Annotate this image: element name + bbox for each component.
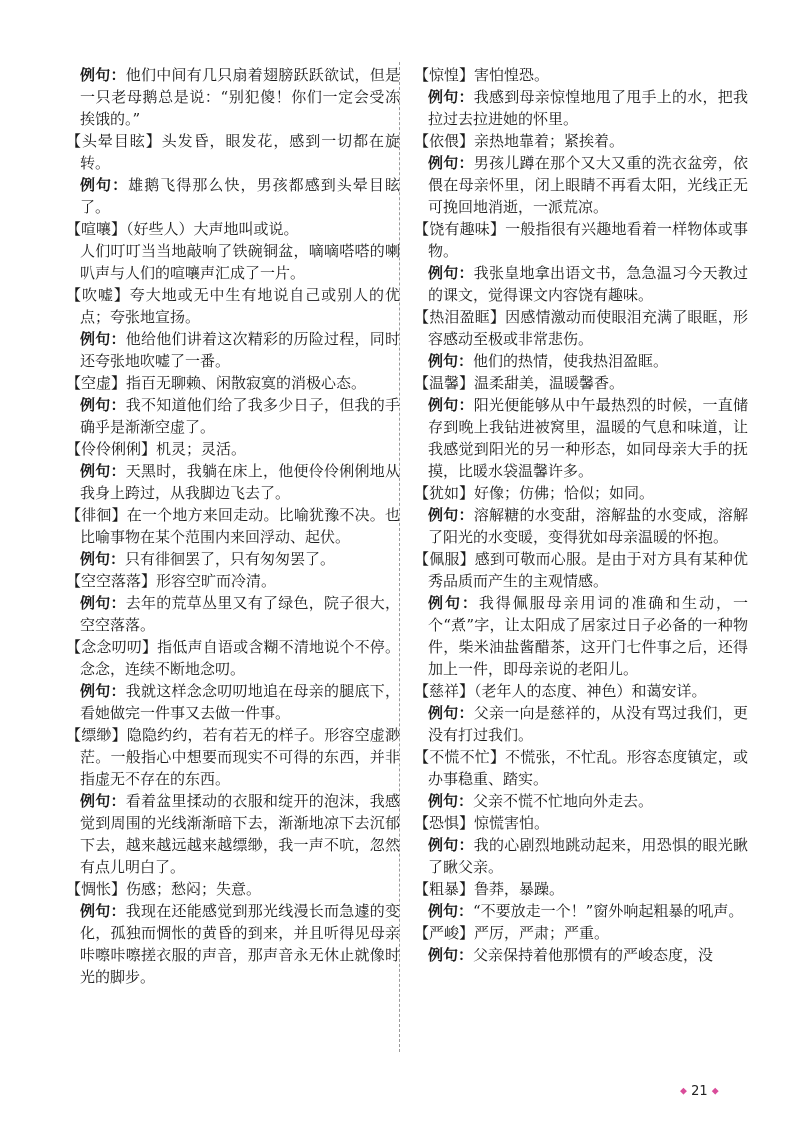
vocab-entry xyxy=(414,482,748,548)
example-label: 例句： xyxy=(428,946,474,964)
vocab-term: 【饶有趣味】 xyxy=(414,220,506,238)
example-label: 例句： xyxy=(428,352,474,370)
vocab-term: 【空空落落】 xyxy=(66,572,157,590)
definition-text: 因感情激动而使眼泪充满了眼眶，形容感动至极或非常悲伤。 xyxy=(428,308,748,348)
example-label: 例句： xyxy=(428,396,474,414)
vocab-definition xyxy=(414,878,748,900)
continued-example xyxy=(66,64,400,130)
page-number: 21 xyxy=(691,1084,708,1099)
vocab-definition xyxy=(414,482,748,504)
example-label: 例句： xyxy=(428,154,474,172)
vocab-entry xyxy=(414,746,748,812)
vocab-entry xyxy=(414,680,748,746)
example-text: 他们的热情，使我热泪盈眶。 xyxy=(473,352,669,370)
vocab-entry xyxy=(66,284,400,372)
example-label: 例句： xyxy=(80,594,126,612)
example-sentence xyxy=(66,592,400,636)
left-column xyxy=(66,64,400,988)
vocab-definition xyxy=(414,746,748,790)
vocab-entry xyxy=(414,64,748,130)
definition-text: 指百无聊赖、闲散寂寞的消极心态。 xyxy=(126,374,367,392)
vocab-definition xyxy=(66,636,400,680)
vocab-entry xyxy=(66,878,400,988)
definition-text: 鲁莽，暴躁。 xyxy=(474,880,565,898)
vocab-definition xyxy=(66,218,400,240)
vocab-entry xyxy=(66,504,400,570)
example-label: 例句： xyxy=(80,66,126,84)
example-sentence xyxy=(414,790,748,812)
vocab-entry xyxy=(66,636,400,724)
vocab-definition xyxy=(414,922,748,944)
example-label: 例句： xyxy=(428,704,474,722)
example-label: 例句： xyxy=(428,792,474,810)
vocab-entry xyxy=(66,438,400,504)
definition-text: 隐隐约约，若有若无的样子。形容空虚渺茫。一般指心中想要而现实不可得的东西，并非指虚无不存在的东西。 xyxy=(80,726,400,788)
example-sentence xyxy=(66,240,400,284)
definition-text: 夸大地或无中生有地说自己或别人的优点；夸张地宣扬。 xyxy=(80,286,400,326)
vocab-term: 【头晕目眩】 xyxy=(66,132,162,150)
definition-text: 温柔甜美，温暖馨香。 xyxy=(474,374,625,392)
example-sentence xyxy=(414,86,748,130)
definition-text: 伤感；愁闷；失意。 xyxy=(126,880,262,898)
vocab-definition xyxy=(414,812,748,834)
example-sentence xyxy=(414,592,748,680)
diamond-icon: ◆ xyxy=(711,1086,719,1097)
vocab-term: 【温馨】 xyxy=(414,374,475,392)
vocab-term: 【缥缈】 xyxy=(66,726,127,744)
example-sentence xyxy=(66,460,400,504)
example-sentence xyxy=(414,834,748,878)
vocab-definition xyxy=(66,130,400,174)
vocab-term: 【慈祥】 xyxy=(414,682,475,700)
vocab-term: 【吹嘘】 xyxy=(66,286,130,304)
vocab-term: 【热泪盈眶】 xyxy=(414,308,506,326)
vocab-entry xyxy=(66,130,400,218)
vocab-entry xyxy=(414,218,748,306)
vocab-entry xyxy=(414,922,748,966)
vocab-term: 【粗暴】 xyxy=(414,880,475,898)
vocab-term: 【徘徊】 xyxy=(66,506,127,524)
left-entries xyxy=(66,130,400,988)
vocab-term: 【依偎】 xyxy=(414,132,475,150)
example-text: 父亲一向是慈祥的，从没有骂过我们，更没有打过我们。 xyxy=(428,704,748,744)
example-text: 溶解糖的水变甜，溶解盐的水变咸，溶解了阳光的水变暖，变得犹如母亲温暖的怀抱。 xyxy=(428,506,748,546)
example-label: 例句： xyxy=(80,396,126,414)
example-sentence xyxy=(414,702,748,746)
definition-text: 头发昏，眼发花，感到一切都在旋转。 xyxy=(80,132,400,172)
example-sentence xyxy=(66,790,400,878)
example-text: 我感到母亲惊惶地甩了甩手上的水，把我拉过去拉进她的怀里。 xyxy=(428,88,748,128)
example-text: 我不知道他们给了我多少日子，但我的手确乎是渐渐空虚了。 xyxy=(80,396,400,436)
example-sentence xyxy=(414,152,748,218)
definition-text: （好些人）大声地叫或说。 xyxy=(126,220,299,238)
vocab-definition xyxy=(414,372,748,394)
example-sentence xyxy=(414,394,748,482)
definition-text: 亲热地靠着；紧挨着。 xyxy=(474,132,625,150)
example-sentence xyxy=(414,900,748,922)
right-column xyxy=(414,64,748,966)
definition-text: 严厉，严肃；严重。 xyxy=(474,924,610,942)
example-label: 例句： xyxy=(428,836,474,854)
example-text: 雄鹅飞得那么快，男孩都感到头晕目眩了。 xyxy=(80,176,400,216)
example-sentence xyxy=(66,680,400,724)
example-label: 例句： xyxy=(80,462,126,480)
vocab-entry xyxy=(414,878,748,922)
example-text: 父亲保持着他那惯有的严峻态度，没 xyxy=(473,946,714,964)
example-text: 看着盆里揉动的衣服和绽开的泡沫，我感觉到周围的光线渐渐暗下去，渐渐地凉下去沉郁下去，越来越远越来越缥缈，我一声不吭，忽然有点儿明白了。 xyxy=(80,792,400,876)
vocab-term: 【不慌不忙】 xyxy=(414,748,506,766)
vocab-term: 【伶伶俐俐】 xyxy=(66,440,157,458)
example-text: 去年的荒草丛里又有了绿色，院子很大，空空落落。 xyxy=(80,594,400,634)
example-label: 例句： xyxy=(80,792,126,810)
vocab-term: 【犹如】 xyxy=(414,484,475,502)
vocab-definition xyxy=(414,306,748,350)
vocab-term: 【惊惶】 xyxy=(414,66,475,84)
vocab-definition xyxy=(66,504,400,548)
vocab-entry xyxy=(414,372,748,482)
vocab-term: 【空虚】 xyxy=(66,374,127,392)
vocab-definition xyxy=(66,438,400,460)
example-label: 例句： xyxy=(80,682,126,700)
example-sentence xyxy=(66,394,400,438)
definition-text: 在一个地方来回走动。比喻犹豫不决。也比喻事物在某个范围内来回浮动、起伏。 xyxy=(80,506,400,546)
definition-text: 形容空旷而冷清。 xyxy=(156,572,277,590)
definition-text: 害怕惶恐。 xyxy=(474,66,550,84)
vocab-entry xyxy=(66,724,400,878)
definition-text: （老年人的态度、神色）和蔼安详。 xyxy=(474,682,707,700)
example-text: 我的心剧烈地跳动起来，用恐惧的眼光瞅了瞅父亲。 xyxy=(428,836,748,876)
vocab-term: 【恐惧】 xyxy=(414,814,475,832)
example-text: 我得佩服母亲用词的准确和生动，一个“煮”字，让太阳成了居家过日子必备的一种物件，柴米油盐酱醋茶，这开门七件事之后，还得加上一件，即母亲说的老阳儿。 xyxy=(428,594,748,678)
page-footer xyxy=(680,1084,719,1099)
example-text: 我张皇地拿出语文书，急急温习今天教过的课文，觉得课文内容饶有趣味。 xyxy=(428,264,748,304)
vocab-term: 【惆怅】 xyxy=(66,880,127,898)
example-sentence xyxy=(66,328,400,372)
example-sentence xyxy=(66,174,400,218)
example-text: 我现在还能感觉到那光线漫长而急遽的变化，孤独而惆怅的黄昏的到来，并且听得见母亲咔嚓咔嚓搓衣服的声音，那声音永无休止就像时光的脚步。 xyxy=(80,902,400,986)
example-sentence xyxy=(414,504,748,548)
definition-text: 不慌张，不忙乱。形容态度镇定，或办事稳重、踏实。 xyxy=(428,748,748,788)
example-text: 只有徘徊罢了，只有匆匆罢了。 xyxy=(125,550,336,568)
example-label: 例句： xyxy=(428,594,479,612)
example-text: 父亲不慌不忙地向外走去。 xyxy=(473,792,654,810)
example-sentence xyxy=(414,944,748,966)
example-label: 例句： xyxy=(428,264,474,282)
vocab-entry xyxy=(414,130,748,218)
vocab-definition xyxy=(414,130,748,152)
example-text: 我就这样念念叨叨地追在母亲的腿底下，看她做完一件事又去做一件事。 xyxy=(80,682,400,722)
vocab-definition xyxy=(66,878,400,900)
definition-text: 感到可敬而心服。是由于对方具有某种优秀品质而产生的主观情感。 xyxy=(428,550,748,590)
definition-text: 一般指很有兴趣地看着一样物体或事物。 xyxy=(428,220,748,260)
vocab-entry xyxy=(414,306,748,372)
example-text: 阳光便能够从中午最热烈的时候，一直储存到晚上我钻进被窝里，温暖的气息和味道，让我感觉到阳光的另一种形态，如同母亲大手的抚摸，比暖水袋温馨许多。 xyxy=(428,396,748,480)
vocab-entry xyxy=(66,218,400,284)
example-label: 例句： xyxy=(428,902,474,920)
vocab-definition xyxy=(66,372,400,394)
example-text: 天黑时，我躺在床上，他便伶伶俐俐地从我身上跨过，从我脚边飞去了。 xyxy=(80,462,400,502)
example-text: 男孩儿蹲在那个又大又重的洗衣盆旁，依偎在母亲怀里，闭上眼睛不再看太阳，光线正无可挽回地消逝，一派荒凉。 xyxy=(428,154,748,216)
vocab-term: 【喧嚷】 xyxy=(66,220,127,238)
definition-text: 指低声自语或含糊不清地说个不停。念念，连续不断地念叨。 xyxy=(80,638,400,678)
vocab-definition xyxy=(66,724,400,790)
vocab-definition xyxy=(414,548,748,592)
vocab-term: 【佩服】 xyxy=(414,550,475,568)
example-text: “不要放走一个！”窗外响起粗暴的吼声。 xyxy=(473,902,744,920)
example-text: 他们中间有几只扇着翅膀跃跃欲试，但是一只老母鹅总是说：“别犯傻！你们一定会受冻挨饿的。” xyxy=(80,66,400,128)
example-text: 他给他们讲着这次精彩的历险过程，同时还夸张地吹嘘了一番。 xyxy=(80,330,400,370)
vocab-definition xyxy=(66,570,400,592)
example-label: 例句： xyxy=(80,550,126,568)
vocab-term: 【严峻】 xyxy=(414,924,475,942)
vocab-definition xyxy=(414,64,748,86)
example-label: 例句： xyxy=(80,902,126,920)
example-sentence xyxy=(414,350,748,372)
vocab-definition xyxy=(414,680,748,702)
definition-text: 机灵；灵活。 xyxy=(156,440,247,458)
vocab-entry xyxy=(414,548,748,680)
definition-text: 好像；仿佛；恰似；如同。 xyxy=(474,484,655,502)
right-entries xyxy=(414,64,748,966)
example-text: 人们叮叮当当地敲响了铁碗铜盆，嘀嘀嗒嗒的喇叭声与人们的喧嚷声汇成了一片。 xyxy=(80,242,400,282)
vocab-entry xyxy=(66,570,400,636)
vocab-term: 【念念叨叨】 xyxy=(66,638,158,656)
example-label: 例句： xyxy=(428,88,474,106)
example-sentence xyxy=(414,262,748,306)
example-sentence xyxy=(66,900,400,988)
diamond-icon: ◆ xyxy=(680,1086,687,1097)
example-label: 例句： xyxy=(80,330,126,348)
vocab-definition xyxy=(414,218,748,262)
example-sentence xyxy=(66,548,400,570)
definition-text: 惊慌害怕。 xyxy=(474,814,550,832)
vocab-entry xyxy=(414,812,748,878)
example-label: 例句： xyxy=(428,506,474,524)
vocab-entry xyxy=(66,372,400,438)
vocab-definition xyxy=(66,284,400,328)
example-label: 例句： xyxy=(80,176,129,194)
